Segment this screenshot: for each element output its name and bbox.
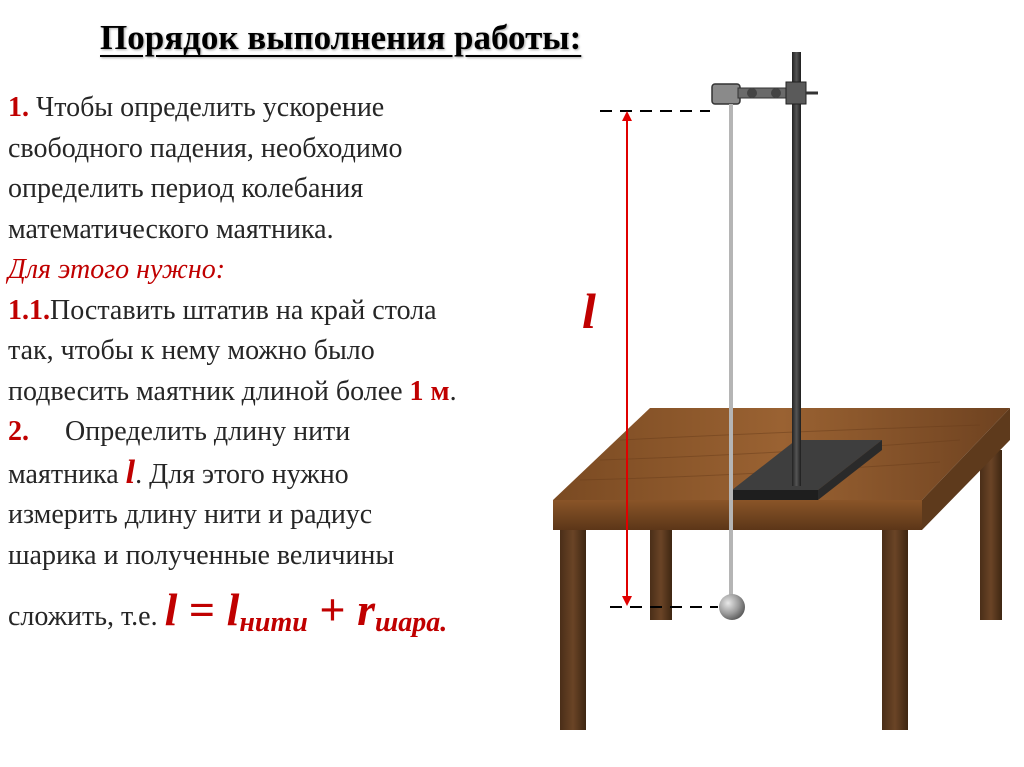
- step11-line2: так, чтобы к нему можно было: [8, 335, 375, 366]
- step1-line1: 1. Чтобы определить ускорение: [8, 92, 385, 123]
- step2-line1: 2. Определить длину нити: [8, 416, 351, 447]
- stand-base-front: [732, 490, 818, 500]
- step2-line4: шарика и полученные величины: [8, 539, 395, 571]
- length-symbol: l: [125, 453, 136, 491]
- stand-rod: [792, 52, 801, 486]
- step2-line5: сложить, т.е. $l = l_{нити} + r_{шара.}$: [8, 584, 448, 638]
- step1-line4: математического маятника.: [8, 213, 334, 245]
- table-leg-back-right: [980, 450, 1002, 620]
- length-value: 1 м: [409, 375, 450, 407]
- table-leg-front-right: [882, 530, 908, 730]
- step2-line3: измерить длину нити и радиус: [8, 499, 373, 530]
- pendulum-ball: [719, 594, 745, 620]
- step2-number: 2.: [8, 416, 29, 447]
- for-this-label: Для этого нужно:: [8, 254, 226, 285]
- step2-line2: маятника l. Для этого нужно: [8, 453, 349, 491]
- instructions: [8, 88, 623, 644]
- step11-line3: подвесить маятник длиной более 1 м.: [8, 375, 457, 407]
- page-title: Порядок выполнения работы:: [100, 18, 582, 57]
- table-leg-back-left: [650, 520, 672, 620]
- step11-number: 1.1.: [8, 294, 50, 326]
- step1-number: 1.: [8, 92, 29, 123]
- formula: $l = l_{нити} + r_{шара.}$: [164, 584, 448, 638]
- clamp: [712, 82, 818, 104]
- step1-line3: определить период колебания: [8, 173, 364, 204]
- diagram-length-label: l: [582, 283, 596, 339]
- step11-line1: 1.1.Поставить штатив на край стола: [8, 294, 437, 326]
- step1-line2: свободного падения, необходимо: [8, 132, 403, 164]
